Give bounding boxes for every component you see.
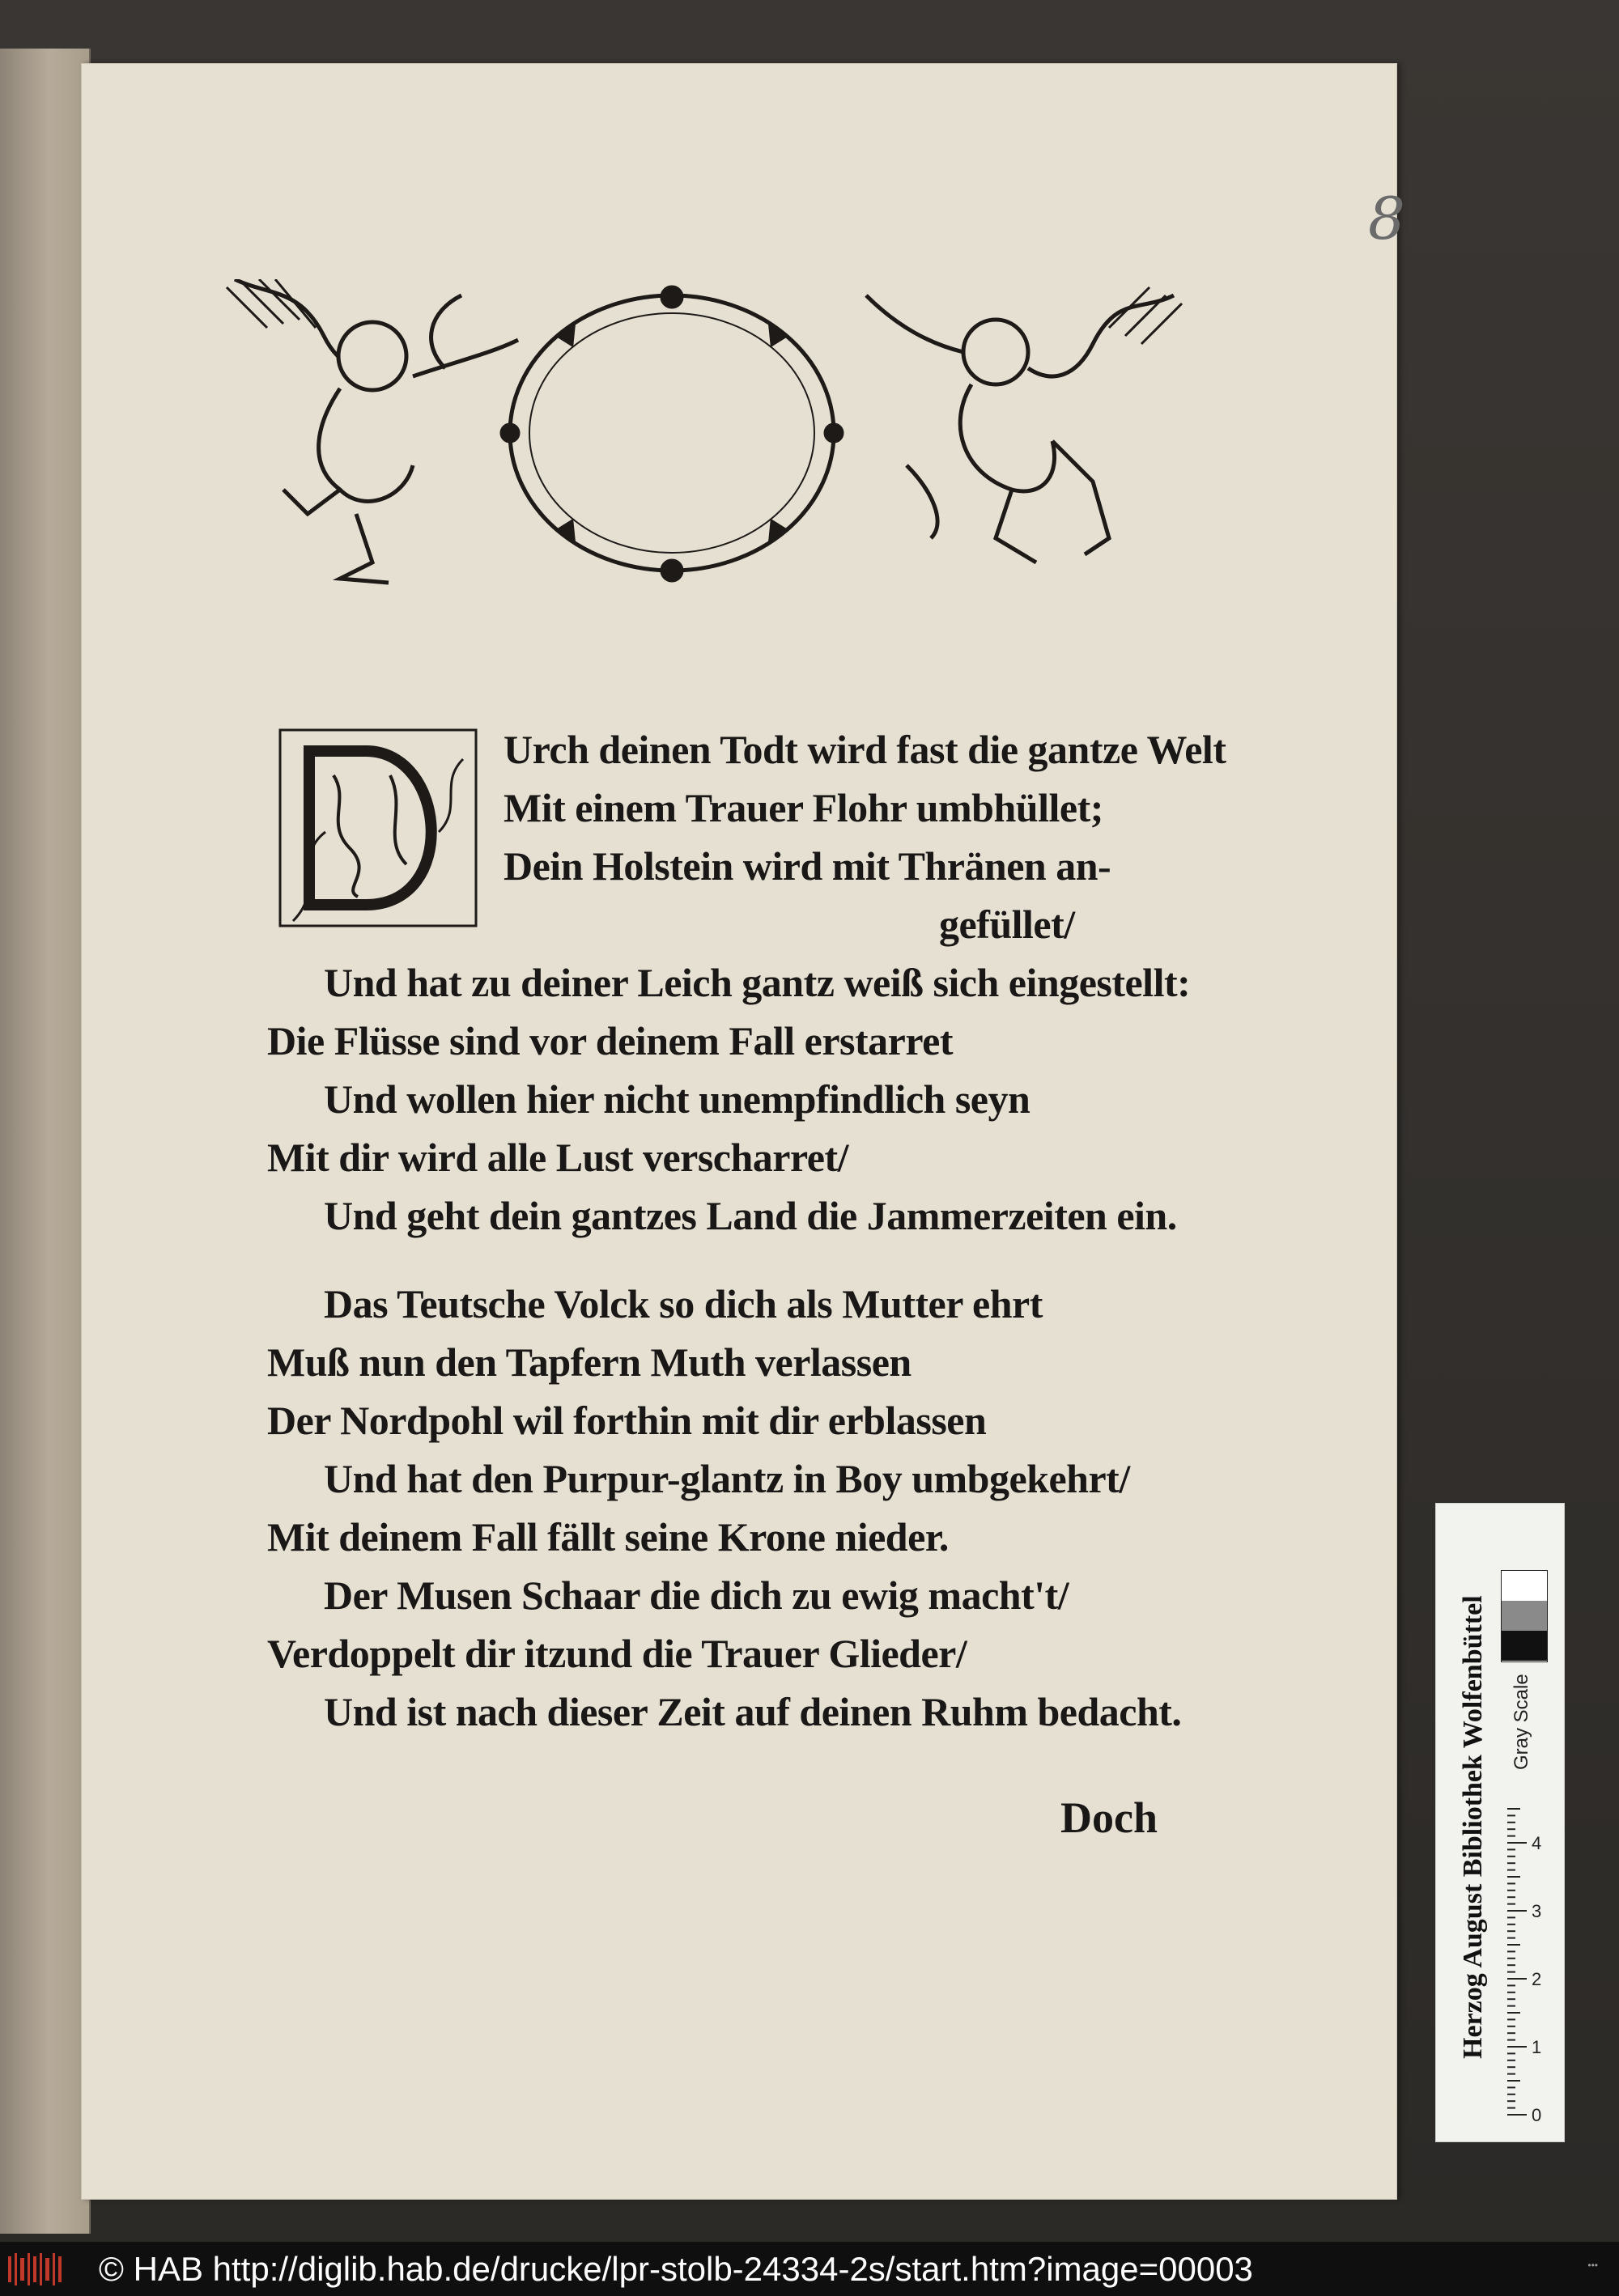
poem-line: Urch deinen Todt wird fast die gantze Welt [504,727,1226,772]
library-name: Herzog August Bibliothek Wolfenbüttel [1458,1595,1488,2060]
poem-line: Mit einem Trauer Flohr umbhüllet; [504,785,1103,830]
stanza-1 [267,720,1226,1245]
ruler-number: 3 [1532,1901,1542,1921]
ruler-number: 0 [1532,2105,1542,2123]
poem-line: Mit dir wird alle Lust verscharret/ [267,1135,849,1180]
gray-scale-card [1435,1503,1565,2142]
left-putto-illustration [227,279,518,583]
poem-line: Und geht dein gantzes Land die Jammerzeiten ein. [324,1193,1177,1238]
decorated-initial-d [277,727,479,929]
catchword: Doch [1060,1793,1158,1842]
poem-line: Der Musen Schaar die dich zu ewig macht't/ [324,1572,1069,1618]
previous-page-edge [0,49,91,2234]
page-number: 8 [1368,185,1405,253]
poem-line: Das Teutsche Volck so dich als Mutter ehrt [324,1281,1043,1326]
poem-line: Und hat zu deiner Leich gantz weiß sich eingestellt: [324,960,1191,1005]
ruler-number: 2 [1532,1969,1542,1989]
poem-line: gefüllet/ [939,902,1075,947]
gray-swatch [1502,1601,1547,1631]
footer-copyright-url[interactable]: © HAB http://diglib.hab.de/drucke/lpr-stolb-24334-2s/start.htm?image=00003 [99,2250,1253,2288]
poem-line: Und hat den Purpur-glantz in Boy umbgekehrt/ [324,1456,1130,1501]
poem-line: Dein Holstein wird mit Thränen an- [504,843,1111,889]
hab-barcode-logo-icon [8,2251,66,2287]
gray-swatches [1501,1570,1548,1662]
poem-line: Muß nun den Tapfern Muth verlassen [267,1339,911,1385]
poem-line: Mit deinem Fall fällt seine Krone nieder. [267,1514,949,1560]
ruler-number: 1 [1532,2037,1542,2057]
stanza-2 [267,1275,1198,1741]
ruler-number: 4 [1532,1833,1542,1853]
poem-line: Der Nordpohl wil forthin mit dir erblassen [267,1398,987,1443]
poem-line: Die Flüsse sind vor deinem Fall erstarret [267,1018,953,1063]
right-putto-illustration [866,287,1182,562]
gray-swatch [1502,1571,1547,1601]
gray-scale-label: Gray Scale [1511,1674,1532,1771]
poem-line: Und ist nach dieser Zeit auf deinen Ruhm bedacht. [324,1689,1182,1734]
poem-line: Und wollen hier nicht unempfindlich seyn [324,1076,1030,1122]
centimeter-ruler [1506,1783,1549,2123]
wreath-illustration [502,287,842,580]
gray-swatch [1502,1631,1547,1661]
poem-line: Verdoppelt dir itzund die Trauer Glieder/ [267,1631,967,1676]
woodcut-ornament [219,279,1190,619]
footer-bar [0,2242,1619,2296]
footer-dots-icon: ••• [1587,2260,1598,2271]
